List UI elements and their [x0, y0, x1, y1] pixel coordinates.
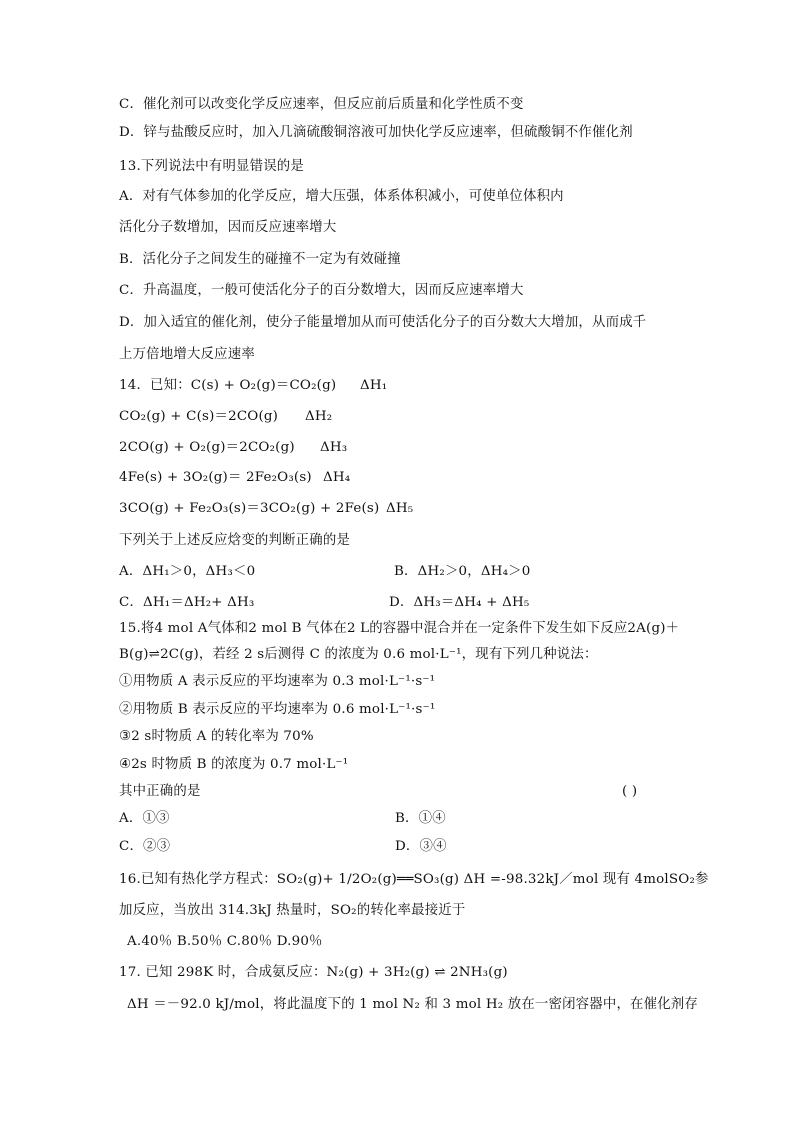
- q13-option-b: B．活化分子之间发生的碰撞不一定为有效碰撞: [119, 252, 401, 267]
- q14-equation-3: 2CO(g) + O₂(g)＝2CO₂(g): [119, 440, 295, 455]
- q13-option-d-cont: 上万倍地增大反应速率: [119, 347, 255, 362]
- q12-option-d: D．锌与盐酸反应时，加入几滴硫酸铜溶液可加快化学反应速率，但硫酸铜不作催化剂: [119, 125, 633, 140]
- q15-statement-1: ①用物质 A 表示反应的平均速率为 0.3 mol·L⁻¹·s⁻¹: [119, 674, 436, 689]
- q14-option-d: D．ΔH₃＝ΔH₄ + ΔH₅: [389, 595, 530, 610]
- q15-option-d: D．③④: [395, 839, 447, 854]
- q13-stem: 13.下列说法中有明显错误的是: [119, 159, 304, 174]
- q15-statement-2: ②用物质 B 表示反应的平均速率为 0.6 mol·L⁻¹·s⁻¹: [119, 702, 436, 717]
- q13-option-c: C．升高温度，一般可使活化分子的百分数增大，因而反应速率增大: [119, 283, 524, 298]
- q16-stem-cont: 加反应，当放出 314.3kJ 热量时，SO₂的转化率最接近于: [119, 903, 466, 918]
- q15-answer-paren: ( ): [622, 784, 638, 799]
- q17-stem-cont: ΔH ＝－92.0 kJ/mol，将此温度下的 1 mol N₂ 和 3 mol H₂ 放在一密闭容器中，在催化剂存: [127, 997, 698, 1012]
- q14-option-a: A．ΔH₁＞0，ΔH₃＜0: [119, 564, 256, 579]
- q13-option-a-cont: 活化分子数增加，因而反应速率增大: [119, 220, 337, 235]
- q16-options: A.40％ B.50％ C.80％ D.90％: [127, 934, 323, 949]
- q14-option-c: C．ΔH₁＝ΔH₂+ ΔH₃: [119, 595, 255, 610]
- q15-statement-3: ③2 s时物质 A 的转化率为 70%: [119, 729, 314, 744]
- q15-option-b: B．①④: [395, 811, 446, 826]
- q14-dh2: ΔH₂: [305, 409, 333, 424]
- q14-equation-1: 14．已知：C(s) + O₂(g)＝CO₂(g): [119, 378, 337, 393]
- q14-equation-5: 3CO(g) + Fe₂O₃(s)＝3CO₂(g) + 2Fe(s): [119, 501, 380, 516]
- q13-option-a: A．对有气体参加的化学反应，增大压强，体系体积减小，可使单位体积内: [119, 189, 564, 204]
- q14-dh3: ΔH₃: [320, 440, 348, 455]
- q15-statement-4: ④2s 时物质 B 的浓度为 0.7 mol·L⁻¹: [119, 757, 349, 772]
- q14-equation-2: CO₂(g) + C(s)＝2CO(g): [119, 409, 279, 424]
- q12-option-c: C．催化剂可以改变化学反应速率，但反应前后质量和化学性质不变: [119, 97, 524, 112]
- q16-stem: 16.已知有热化学方程式：SO₂(g)+ 1/2O₂(g)══SO₃(g) ΔH =-98.32kJ／mol 现有 4molSO₂参: [119, 872, 709, 887]
- q14-equation-4: 4Fe(s) + 3O₂(g)＝ 2Fe₂O₃(s): [119, 470, 312, 485]
- q14-dh4: ΔH₄: [323, 470, 351, 485]
- q14-option-b: B．ΔH₂＞0，ΔH₄＞0: [394, 564, 531, 579]
- q15-option-a: A．①③: [119, 811, 170, 826]
- q14-dh1: ΔH₁: [360, 378, 388, 393]
- q14-dh5: ΔH₅: [386, 501, 414, 516]
- q15-option-c: C．②③: [119, 839, 171, 854]
- q15-ask: 其中正确的是: [119, 784, 201, 799]
- q15-stem: 15.将4 mol A气体和2 mol B 气体在2 L的容器中混合并在一定条件下发生如下反应2A(g)＋: [119, 621, 680, 636]
- q17-stem: 17. 已知 298K 时，合成氨反应：N₂(g) + 3H₂(g) ⇌ 2NH₃(g): [119, 965, 508, 980]
- q14-stem: 下列关于上述反应焓变的判断正确的是: [119, 533, 351, 548]
- q15-stem-cont: B(g)⇌2C(g)，若经 2 s后测得 C 的浓度为 0.6 mol·L⁻¹，现有下列几种说法：: [119, 647, 598, 662]
- q13-option-d: D．加入适宜的催化剂，使分子能量增加从而可使活化分子的百分数大大增加，从而成千: [119, 315, 647, 330]
